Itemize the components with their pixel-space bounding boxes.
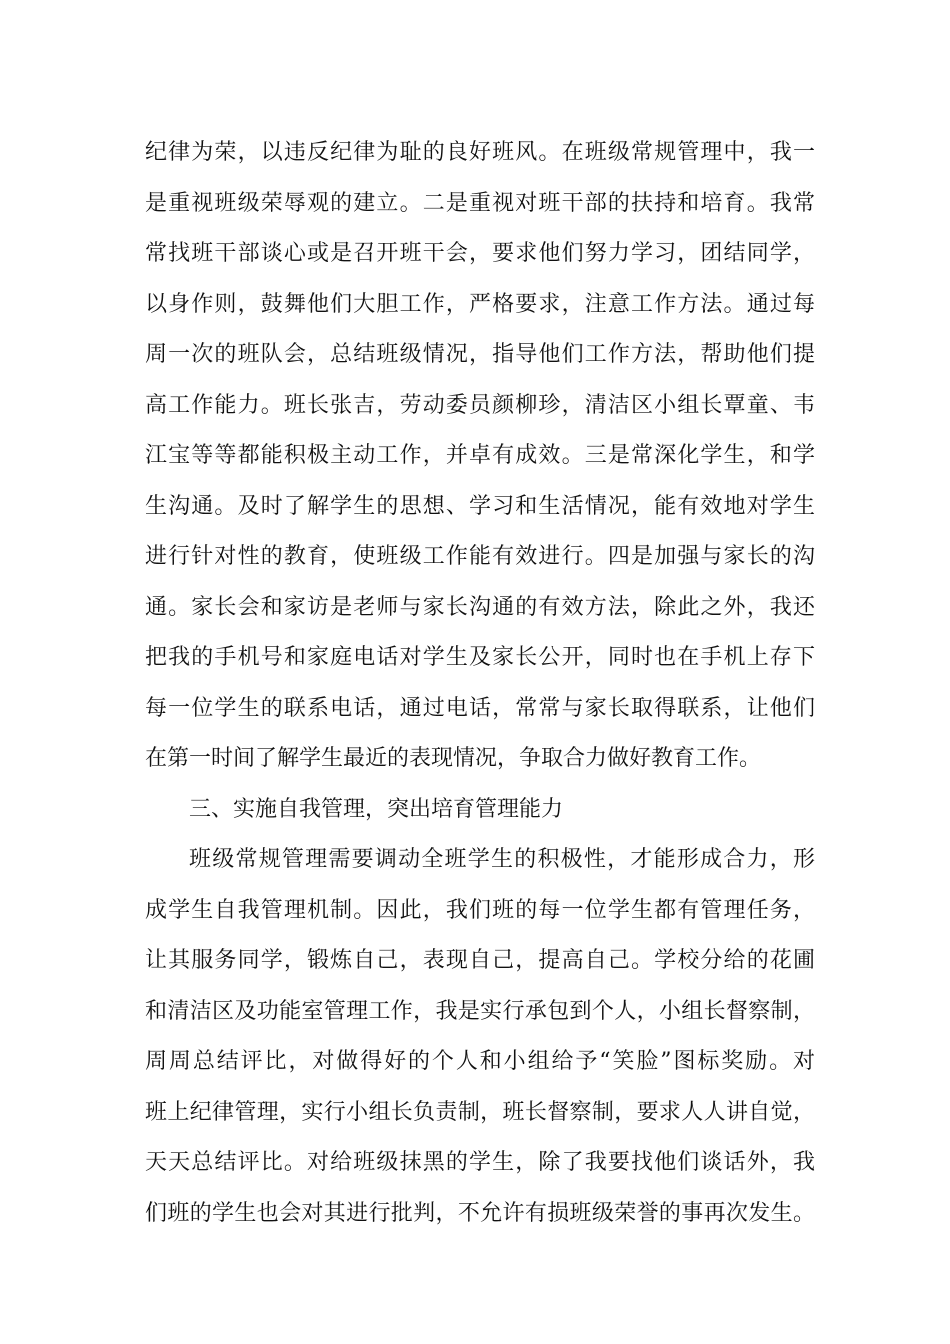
text-line: 高工作能力。班长张吉，劳动委员颜柳珍，清洁区小组长覃童、韦 <box>145 392 815 418</box>
body-text <box>145 128 815 1239</box>
text-line: 让其服务同学，锻炼自己，表现自己，提高自己。学校分给的花圃 <box>145 948 815 973</box>
text-line: 和清洁区及功能室管理工作，我是实行承包到个人，小组长督察制， <box>145 998 815 1024</box>
text-line: 们班的学生也会对其进行批判，不允许有损班级荣誉的事再次发生。 <box>145 1200 815 1226</box>
text-line: 周一次的班队会，总结班级情况，指导他们工作方法，帮助他们提 <box>145 342 815 367</box>
text-line: 在第一时间了解学生最近的表现情况，争取合力做好教育工作。 <box>145 746 762 771</box>
section-heading: 三、实施自我管理，突出培育管理能力 <box>189 796 564 822</box>
text-line: 每一位学生的联系电话，通过电话，常常与家长取得联系，让他们 <box>145 695 815 721</box>
text-line: 生沟通。及时了解学生的思想、学习和生活情况，能有效地对学生 <box>145 493 815 519</box>
text-line: 成学生自我管理机制。因此，我们班的每一位学生都有管理任务， <box>145 897 815 923</box>
text-line: 进行针对性的教育，使班级工作能有效进行。四是加强与家长的沟 <box>145 544 815 569</box>
text-line: 以身作则，鼓舞他们大胆工作，严格要求，注意工作方法。通过每 <box>145 291 815 317</box>
text-line: 常找班干部谈心或是召开班干会，要求他们努力学习，团结同学， <box>145 241 815 266</box>
text-line: 江宝等等都能积极主动工作，并卓有成效。三是常深化学生，和学 <box>145 443 815 468</box>
text-line: 班上纪律管理，实行小组长负责制，班长督察制，要求人人讲自觉， <box>145 1099 815 1125</box>
text-line: 天天总结评比。对给班级抹黑的学生，除了我要找他们谈话外，我 <box>145 1150 815 1175</box>
text-line: 周周总结评比，对做得好的个人和小组给予“笑脸”图标奖励。对 <box>145 1049 815 1074</box>
text-line: 是重视班级荣辱观的建立。二是重视对班干部的扶持和培育。我常 <box>145 190 815 216</box>
text-line: 把我的手机号和家庭电话对学生及家长公开，同时也在手机上存下 <box>145 645 815 670</box>
text-line: 纪律为荣，以违反纪律为耻的良好班风。在班级常规管理中，我一 <box>145 140 815 165</box>
text-line: 通。家长会和家访是老师与家长沟通的有效方法，除此之外，我还 <box>145 594 815 620</box>
text-line: 班级常规管理需要调动全班学生的积极性，才能形成合力，形 <box>189 847 815 872</box>
